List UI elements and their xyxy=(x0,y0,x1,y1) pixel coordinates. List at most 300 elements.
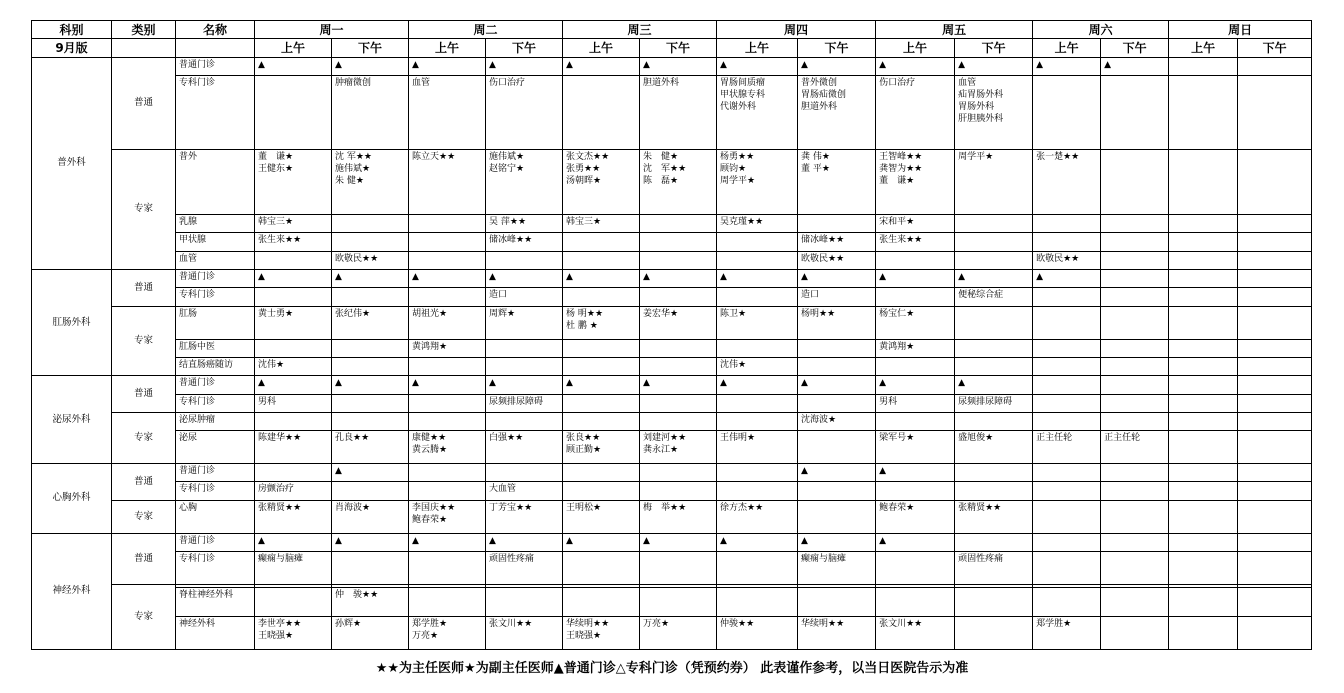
schedule-cell-wed-pm xyxy=(640,533,717,551)
schedule-cell-sat-am xyxy=(1033,464,1101,482)
doctor-entry: 王晓强★ xyxy=(566,631,602,642)
schedule-cell-sat-pm xyxy=(1101,251,1169,269)
clinic-name-cell: 普通门诊 xyxy=(176,464,255,482)
schedule-cell-sun-pm xyxy=(1238,617,1312,650)
schedule-cell-wed-am xyxy=(563,76,640,150)
doctor-entry: 周学平★ xyxy=(958,151,994,162)
schedule-cell-thu-pm xyxy=(798,357,876,375)
schedule-row xyxy=(32,288,1312,306)
general-clinic-marker: ▲ xyxy=(1036,59,1043,70)
schedule-cell-sat-am xyxy=(1033,394,1101,412)
schedule-row xyxy=(32,149,1312,214)
doctor-entry: 杨明★★ xyxy=(801,308,836,319)
doctor-entry: 朱 健★ xyxy=(335,175,364,186)
day-header-wed: 周三 xyxy=(563,21,717,39)
schedule-cell-thu-am xyxy=(717,149,798,214)
doctor-entry: 鲍春荣★ xyxy=(412,514,448,525)
doctor-entry: 盛旭俊★ xyxy=(958,433,994,444)
doctor-entry: 黄云腾★ xyxy=(412,445,448,456)
schedule-cell-sun-am xyxy=(1169,394,1238,412)
schedule-cell-fri-pm xyxy=(955,288,1033,306)
schedule-cell-fri-am xyxy=(876,57,955,75)
schedule-cell-tue-pm xyxy=(486,288,563,306)
schedule-cell-mon-am xyxy=(255,288,332,306)
schedule-cell-mon-am xyxy=(255,214,332,232)
clinic-name-cell: 泌尿 xyxy=(176,431,255,464)
clinic-name-cell: 心胸 xyxy=(176,500,255,533)
department-cell: 心胸外科 xyxy=(32,464,112,533)
doctor-entry: 张生来★★ xyxy=(879,235,923,246)
schedule-cell-tue-am xyxy=(409,357,486,375)
schedule-cell-sun-am xyxy=(1169,617,1238,650)
schedule-cell-fri-am xyxy=(876,413,955,431)
schedule-cell-fri-pm xyxy=(955,251,1033,269)
doctor-entry: 造口 xyxy=(801,290,820,301)
schedule-cell-fri-pm xyxy=(955,464,1033,482)
schedule-cell-sun-pm xyxy=(1238,413,1312,431)
empty-header-cell xyxy=(112,39,176,57)
clinic-name-cell: 普外 xyxy=(176,149,255,214)
category-cell: 普通 xyxy=(112,533,176,584)
schedule-cell-sun-am xyxy=(1169,149,1238,214)
schedule-cell-mon-pm xyxy=(332,357,409,375)
schedule-cell-tue-am xyxy=(409,464,486,482)
schedule-cell-tue-am xyxy=(409,413,486,431)
schedule-cell-thu-am xyxy=(717,413,798,431)
doctor-entry: 梅 举★★ xyxy=(643,502,687,513)
general-clinic-marker: ▲ xyxy=(958,272,965,283)
doctor-entry: 黄鸿翔★ xyxy=(412,341,448,352)
doctor-entry: 陈卫★ xyxy=(720,308,747,319)
schedule-cell-tue-pm xyxy=(486,149,563,214)
schedule-cell-wed-pm xyxy=(640,464,717,482)
schedule-cell-mon-am xyxy=(255,306,332,339)
general-clinic-marker: ▲ xyxy=(801,272,808,283)
general-clinic-marker: ▲ xyxy=(335,378,342,389)
schedule-cell-mon-pm xyxy=(332,617,409,650)
schedule-cell-tue-am xyxy=(409,270,486,288)
doctor-entry: 张勇★★ xyxy=(566,163,601,174)
day-header-sat: 周六 xyxy=(1033,21,1169,39)
doctor-entry: 李世亭★★ xyxy=(258,619,302,630)
schedule-cell-sun-am xyxy=(1169,288,1238,306)
am-header: 上午 xyxy=(1169,39,1238,57)
schedule-cell-sat-pm xyxy=(1101,482,1169,500)
schedule-cell-tue-pm xyxy=(486,214,563,232)
schedule-cell-fri-pm xyxy=(955,376,1033,394)
doctor-entry: 韩宝三★ xyxy=(258,216,294,227)
schedule-cell-fri-am xyxy=(876,376,955,394)
general-clinic-marker: ▲ xyxy=(566,378,573,389)
schedule-cell-mon-am xyxy=(255,551,332,584)
schedule-cell-fri-am xyxy=(876,587,955,617)
general-clinic-marker: ▲ xyxy=(879,466,886,477)
schedule-cell-mon-am xyxy=(255,357,332,375)
schedule-cell-tue-am xyxy=(409,551,486,584)
schedule-cell-fri-pm xyxy=(955,270,1033,288)
empty-header-cell xyxy=(176,39,255,57)
schedule-row xyxy=(32,376,1312,394)
schedule-cell-mon-pm xyxy=(332,57,409,75)
schedule-cell-sat-am xyxy=(1033,357,1101,375)
schedule-cell-tue-am xyxy=(409,500,486,533)
doctor-entry: 吴克瑾★★ xyxy=(720,216,764,227)
schedule-cell-tue-am xyxy=(409,214,486,232)
header-row-periods xyxy=(32,39,1312,57)
schedule-cell-thu-pm xyxy=(798,431,876,464)
schedule-cell-mon-am xyxy=(255,233,332,251)
general-clinic-marker: ▲ xyxy=(958,378,965,389)
schedule-cell-fri-am xyxy=(876,617,955,650)
schedule-cell-sun-pm xyxy=(1238,464,1312,482)
doctor-entry: 王伟明★ xyxy=(720,433,756,444)
schedule-cell-sun-am xyxy=(1169,357,1238,375)
schedule-cell-wed-am xyxy=(563,464,640,482)
category-cell: 普通 xyxy=(112,464,176,501)
doctor-entry: 代谢外科 xyxy=(720,102,757,113)
schedule-cell-wed-pm xyxy=(640,413,717,431)
schedule-cell-thu-pm xyxy=(798,339,876,357)
schedule-cell-wed-am xyxy=(563,288,640,306)
schedule-cell-sat-pm xyxy=(1101,306,1169,339)
schedule-cell-thu-pm xyxy=(798,464,876,482)
doctor-entry: 李国庆★★ xyxy=(412,502,456,513)
schedule-cell-fri-pm xyxy=(955,394,1033,412)
schedule-cell-tue-am xyxy=(409,233,486,251)
am-header: 上午 xyxy=(1033,39,1101,57)
doctor-entry: 沈 军★★ xyxy=(643,163,687,174)
doctor-entry: 肖海波★ xyxy=(335,502,371,513)
day-header-sun: 周日 xyxy=(1169,21,1312,39)
doctor-entry: 董 谦★ xyxy=(879,175,915,186)
clinic-name-cell: 普通门诊 xyxy=(176,57,255,75)
doctor-entry: 血管 xyxy=(412,78,431,89)
schedule-cell-thu-am xyxy=(717,587,798,617)
doctor-entry: 龚智为★★ xyxy=(879,163,923,174)
schedule-cell-fri-pm xyxy=(955,149,1033,214)
clinic-name-cell: 结直肠癌随访 xyxy=(176,357,255,375)
doctor-entry: 造口 xyxy=(489,290,508,301)
general-clinic-marker: ▲ xyxy=(335,466,342,477)
doctor-entry: 孔良★★ xyxy=(335,433,370,444)
schedule-cell-mon-pm xyxy=(332,376,409,394)
schedule-cell-sat-am xyxy=(1033,431,1101,464)
schedule-cell-sat-am xyxy=(1033,587,1101,617)
schedule-cell-sun-pm xyxy=(1238,339,1312,357)
schedule-cell-sat-am xyxy=(1033,376,1101,394)
category-cell: 专家 xyxy=(112,584,176,649)
schedule-cell-sat-am xyxy=(1033,57,1101,75)
schedule-cell-sun-pm xyxy=(1238,587,1312,617)
department-cell: 神经外科 xyxy=(32,533,112,650)
schedule-cell-wed-pm xyxy=(640,233,717,251)
schedule-cell-wed-pm xyxy=(640,376,717,394)
schedule-cell-fri-am xyxy=(876,214,955,232)
schedule-cell-mon-am xyxy=(255,394,332,412)
legend-note: ★★为主任医师★为副主任医师▲普通门诊△专科门诊（凭预约券） 此表谨作参考，以当日医院告示为准 xyxy=(375,661,969,676)
schedule-cell-wed-pm xyxy=(640,214,717,232)
schedule-cell-tue-am xyxy=(409,288,486,306)
am-header: 上午 xyxy=(409,39,486,57)
schedule-cell-tue-am xyxy=(409,76,486,150)
clinic-name-cell: 专科门诊 xyxy=(176,482,255,500)
schedule-cell-fri-pm xyxy=(955,413,1033,431)
schedule-cell-wed-pm xyxy=(640,339,717,357)
doctor-entry: 顽固性疼痛 xyxy=(958,553,1004,564)
schedule-cell-wed-pm xyxy=(640,617,717,650)
general-clinic-marker: ▲ xyxy=(879,378,886,389)
doctor-entry: 张文川★★ xyxy=(489,619,533,630)
schedule-cell-thu-am xyxy=(717,214,798,232)
schedule-cell-wed-pm xyxy=(640,357,717,375)
doctor-entry: 胆道外科 xyxy=(643,78,680,89)
schedule-cell-sun-am xyxy=(1169,214,1238,232)
schedule-row xyxy=(32,500,1312,533)
schedule-cell-thu-am xyxy=(717,482,798,500)
clinic-name-cell: 专科门诊 xyxy=(176,551,255,584)
schedule-cell-sat-pm xyxy=(1101,149,1169,214)
schedule-cell-thu-pm xyxy=(798,413,876,431)
category-cell: 专家 xyxy=(112,149,176,269)
schedule-cell-mon-pm xyxy=(332,149,409,214)
doctor-entry: 施伟斌★ xyxy=(489,151,525,162)
schedule-cell-fri-am xyxy=(876,551,955,584)
schedule-row xyxy=(32,464,1312,482)
doctor-entry: 鲍春荣★ xyxy=(879,502,915,513)
doctor-entry: 胃肠间质瘤 xyxy=(720,78,766,89)
schedule-cell-sat-pm xyxy=(1101,500,1169,533)
schedule-cell-sat-pm xyxy=(1101,57,1169,75)
clinic-name-cell: 乳腺 xyxy=(176,214,255,232)
doctor-entry: 周辉★ xyxy=(489,308,516,319)
general-clinic-marker: ▲ xyxy=(801,59,808,70)
department-cell: 泌尿外科 xyxy=(32,376,112,464)
general-clinic-marker: ▲ xyxy=(566,59,573,70)
doctor-entry: 徐方杰★★ xyxy=(720,502,764,513)
schedule-cell-sat-am xyxy=(1033,533,1101,551)
schedule-cell-mon-pm xyxy=(332,251,409,269)
schedule-row xyxy=(32,57,1312,75)
schedule-cell-fri-am xyxy=(876,306,955,339)
schedule-cell-mon-pm xyxy=(332,76,409,150)
schedule-cell-sun-pm xyxy=(1238,482,1312,500)
schedule-cell-wed-am xyxy=(563,233,640,251)
schedule-row xyxy=(32,533,1312,551)
doctor-entry: 伤口治疗 xyxy=(489,78,526,89)
general-clinic-marker: ▲ xyxy=(566,535,573,546)
schedule-cell-mon-am xyxy=(255,76,332,150)
schedule-cell-tue-am xyxy=(409,587,486,617)
schedule-cell-mon-pm xyxy=(332,306,409,339)
schedule-cell-fri-pm xyxy=(955,57,1033,75)
schedule-cell-wed-am xyxy=(563,339,640,357)
schedule-cell-mon-am xyxy=(255,270,332,288)
doctor-entry: 沈海波★ xyxy=(801,415,837,426)
schedule-cell-sun-pm xyxy=(1238,57,1312,75)
schedule-cell-sat-am xyxy=(1033,270,1101,288)
am-header: 上午 xyxy=(717,39,798,57)
schedule-cell-sat-pm xyxy=(1101,233,1169,251)
doctor-entry: 陈立天★★ xyxy=(412,151,456,162)
schedule-cell-mon-am xyxy=(255,149,332,214)
schedule-cell-sun-pm xyxy=(1238,251,1312,269)
doctor-entry: 刘建河★★ xyxy=(643,433,687,444)
clinic-name-cell: 甲状腺 xyxy=(176,233,255,251)
general-clinic-marker: ▲ xyxy=(335,59,342,70)
pm-header: 下午 xyxy=(798,39,876,57)
general-clinic-marker: ▲ xyxy=(258,59,265,70)
schedule-cell-thu-pm xyxy=(798,617,876,650)
schedule-cell-wed-am xyxy=(563,431,640,464)
general-clinic-marker: ▲ xyxy=(643,272,650,283)
schedule-cell-sat-pm xyxy=(1101,376,1169,394)
schedule-cell-sun-am xyxy=(1169,251,1238,269)
schedule-cell-fri-pm xyxy=(955,76,1033,150)
schedule-cell-sun-pm xyxy=(1238,149,1312,214)
schedule-row xyxy=(32,339,1312,357)
schedule-cell-fri-am xyxy=(876,464,955,482)
general-clinic-marker: ▲ xyxy=(335,535,342,546)
doctor-entry: 龚 伟★ xyxy=(801,151,830,162)
schedule-cell-sat-am xyxy=(1033,482,1101,500)
doctor-entry: 朱 健★ xyxy=(643,151,679,162)
doctor-entry: 董 平★ xyxy=(801,163,830,174)
schedule-cell-fri-am xyxy=(876,270,955,288)
schedule-cell-wed-pm xyxy=(640,149,717,214)
doctor-entry: 孙辉★ xyxy=(335,619,362,630)
schedule-cell-thu-am xyxy=(717,376,798,394)
schedule-cell-sun-am xyxy=(1169,57,1238,75)
schedule-cell-fri-pm xyxy=(955,233,1033,251)
general-clinic-marker: ▲ xyxy=(801,378,808,389)
name-header: 名称 xyxy=(176,21,255,39)
schedule-cell-sat-am xyxy=(1033,500,1101,533)
doctor-entry: 杨 明★★ xyxy=(566,308,604,319)
schedule-cell-thu-am xyxy=(717,431,798,464)
doctor-entry: 欧敬民★★ xyxy=(801,253,845,264)
doctor-entry: 黄鸿翔★ xyxy=(879,341,915,352)
general-clinic-marker: ▲ xyxy=(412,535,419,546)
doctor-entry: 杨宝仁★ xyxy=(879,308,915,319)
doctor-entry: 施伟斌★ xyxy=(335,163,371,174)
clinic-name-cell: 普通门诊 xyxy=(176,376,255,394)
schedule-cell-fri-am xyxy=(876,431,955,464)
schedule-cell-mon-am xyxy=(255,533,332,551)
schedule-cell-sat-pm xyxy=(1101,413,1169,431)
schedule-cell-sun-am xyxy=(1169,339,1238,357)
schedule-cell-tue-am xyxy=(409,533,486,551)
doctor-entry: 甲状腺专科 xyxy=(720,90,766,101)
schedule-cell-sun-am xyxy=(1169,551,1238,584)
schedule-cell-sun-pm xyxy=(1238,288,1312,306)
doctor-entry: 正主任轮 xyxy=(1036,433,1073,444)
schedule-cell-thu-am xyxy=(717,233,798,251)
schedule-cell-fri-pm xyxy=(955,431,1033,464)
schedule-row xyxy=(32,306,1312,339)
schedule-cell-wed-pm xyxy=(640,251,717,269)
general-clinic-marker: ▲ xyxy=(412,59,419,70)
schedule-cell-tue-pm xyxy=(486,339,563,357)
schedule-cell-sat-am xyxy=(1033,617,1101,650)
schedule-cell-sun-pm xyxy=(1238,533,1312,551)
schedule-cell-sun-pm xyxy=(1238,394,1312,412)
schedule-cell-sun-am xyxy=(1169,413,1238,431)
doctor-entry: 张纪伟★ xyxy=(335,308,371,319)
schedule-cell-sat-pm xyxy=(1101,270,1169,288)
clinic-name-cell: 脊柱神经外科 xyxy=(176,587,255,617)
schedule-row xyxy=(32,233,1312,251)
doctor-entry: 万亮★ xyxy=(643,619,670,630)
doctor-entry: 康健★★ xyxy=(412,433,447,444)
doctor-entry: 张精贤★★ xyxy=(258,502,302,513)
category-header: 类别 xyxy=(112,21,176,39)
header-row-days xyxy=(32,21,1312,39)
schedule-cell-thu-am xyxy=(717,464,798,482)
schedule-cell-wed-pm xyxy=(640,394,717,412)
schedule-cell-sat-pm xyxy=(1101,288,1169,306)
schedule-cell-thu-am xyxy=(717,394,798,412)
doctor-entry: 陈建华★★ xyxy=(258,433,302,444)
general-clinic-marker: ▲ xyxy=(566,272,573,283)
schedule-cell-wed-am xyxy=(563,251,640,269)
schedule-cell-wed-pm xyxy=(640,500,717,533)
schedule-cell-tue-am xyxy=(409,339,486,357)
schedule-cell-tue-pm xyxy=(486,376,563,394)
doctor-entry: 王明松★ xyxy=(566,502,602,513)
schedule-cell-sat-am xyxy=(1033,233,1101,251)
doctor-entry: 郑学胜★ xyxy=(412,619,448,630)
general-clinic-marker: ▲ xyxy=(879,272,886,283)
version-label: 9月版 xyxy=(32,39,112,57)
schedule-cell-sat-pm xyxy=(1101,357,1169,375)
schedule-cell-fri-pm xyxy=(955,617,1033,650)
schedule-cell-wed-am xyxy=(563,617,640,650)
schedule-cell-wed-am xyxy=(563,587,640,617)
day-header-mon: 周一 xyxy=(255,21,409,39)
day-header-fri: 周五 xyxy=(876,21,1033,39)
schedule-row xyxy=(32,482,1312,500)
doctor-entry: 肿瘤微创 xyxy=(335,78,372,89)
schedule-cell-sun-pm xyxy=(1238,270,1312,288)
doctor-entry: 大血管 xyxy=(489,484,517,495)
schedule-cell-sat-am xyxy=(1033,214,1101,232)
doctor-entry: 杜 鹏 ★ xyxy=(566,320,598,331)
general-clinic-marker: ▲ xyxy=(879,59,886,70)
doctor-entry: 王晓强★ xyxy=(258,631,294,642)
doctor-entry: 董 谦★ xyxy=(258,151,294,162)
schedule-cell-wed-am xyxy=(563,413,640,431)
doctor-entry: 欧敬民★★ xyxy=(335,253,379,264)
schedule-cell-tue-am xyxy=(409,376,486,394)
schedule-cell-sat-am xyxy=(1033,339,1101,357)
clinic-name-cell: 泌尿肿瘤 xyxy=(176,413,255,431)
schedule-cell-sun-pm xyxy=(1238,306,1312,339)
schedule-cell-thu-pm xyxy=(798,376,876,394)
doctor-entry: 正主任轮 xyxy=(1104,433,1141,444)
schedule-cell-fri-pm xyxy=(955,482,1033,500)
am-header: 上午 xyxy=(255,39,332,57)
schedule-cell-tue-pm xyxy=(486,306,563,339)
schedule-cell-sat-am xyxy=(1033,76,1101,150)
doctor-entry: 华续明★★ xyxy=(801,619,845,630)
schedule-cell-mon-am xyxy=(255,376,332,394)
schedule-row xyxy=(32,587,1312,617)
schedule-cell-sun-pm xyxy=(1238,500,1312,533)
doctor-entry: 郑学胜★ xyxy=(1036,619,1072,630)
schedule-cell-wed-pm xyxy=(640,306,717,339)
schedule-row xyxy=(32,76,1312,150)
schedule-cell-mon-am xyxy=(255,251,332,269)
